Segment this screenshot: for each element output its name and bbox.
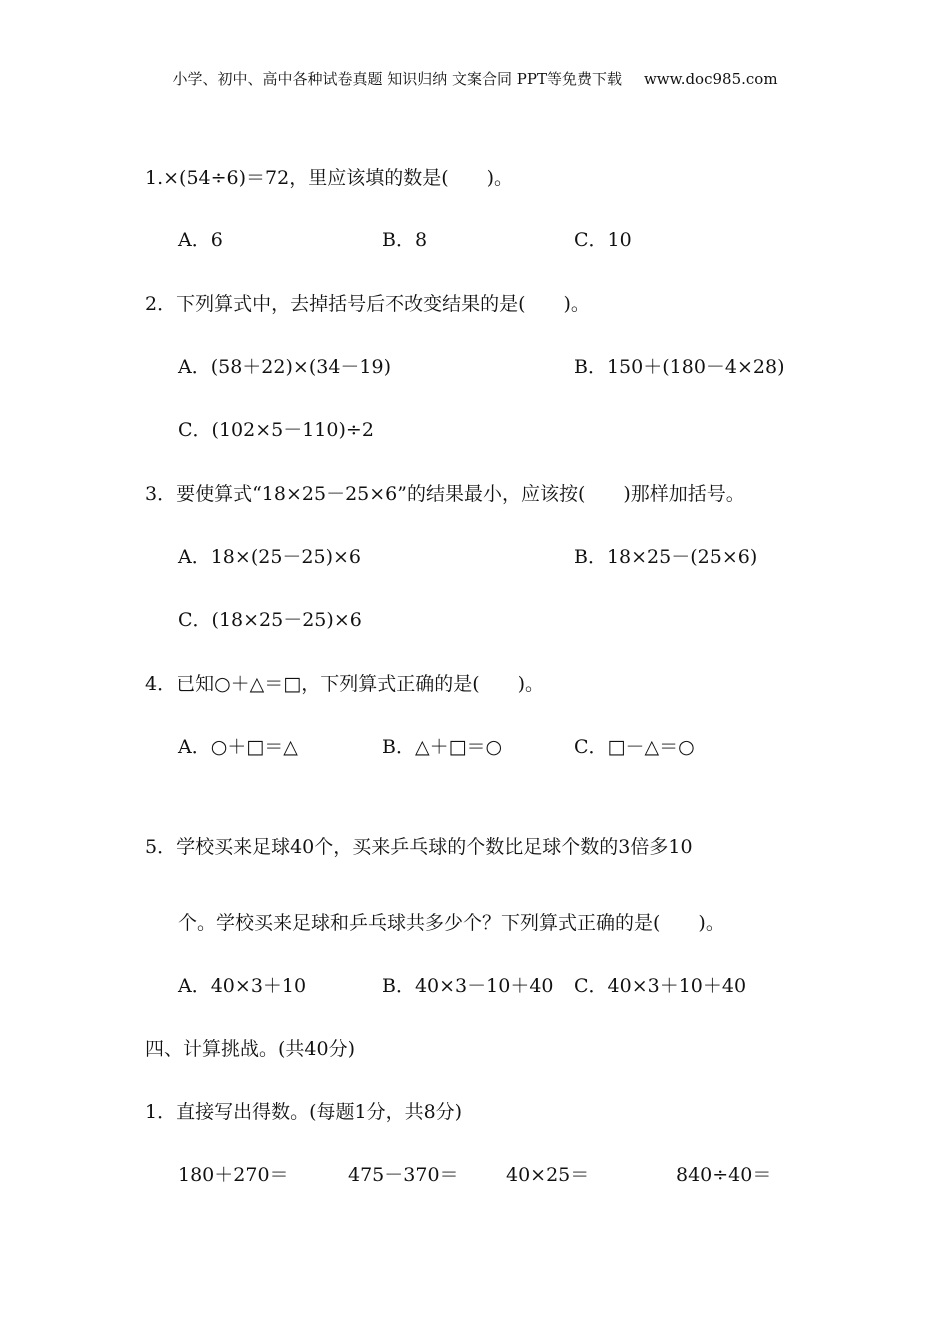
question-1-option-b: B．8 bbox=[382, 229, 428, 251]
header-site: www.doc985.com bbox=[643, 70, 778, 88]
header-tagline: 小学、初中、高中各种试卷真题 知识归纳 文案合同 PPT等免费下载 bbox=[172, 70, 622, 88]
question-4-option-c: C．□－△＝○ bbox=[574, 736, 695, 758]
question-2-stem: 2．下列算式中，去掉括号后不改变结果的是( )。 bbox=[145, 293, 590, 315]
question-5-option-b: B．40×3－10＋40 bbox=[382, 975, 554, 997]
question-5-option-a: A．40×3＋10 bbox=[178, 975, 307, 997]
question-1-stem: 1.×(54÷6)＝72，里应该填的数是( )。 bbox=[145, 167, 514, 189]
calc-problem-1: 180＋270＝ bbox=[178, 1164, 289, 1186]
question-2-option-b: B．150＋(180－4×28) bbox=[574, 356, 785, 378]
question-3-option-b: B．18×25－(25×6) bbox=[574, 546, 758, 568]
page-header bbox=[0, 68, 950, 89]
calc-problem-2: 475－370＝ bbox=[348, 1164, 459, 1186]
question-4-option-b: B．△＋□＝○ bbox=[382, 736, 503, 758]
question-4-stem: 4．已知○＋△＝□，下列算式正确的是( )。 bbox=[145, 673, 545, 695]
calc-problem-3: 40×25＝ bbox=[506, 1164, 590, 1186]
question-5-option-c: C．40×3＋10＋40 bbox=[574, 975, 747, 997]
calc-problem-4: 840÷40＝ bbox=[676, 1164, 772, 1186]
section-title: 四、计算挑战。(共40分) bbox=[145, 1038, 356, 1060]
question-1-option-c: C．10 bbox=[574, 229, 632, 251]
question-5-stem: 5．学校买来足球40个，买来乒乓球的个数比足球个数的3倍多10 bbox=[145, 836, 693, 858]
question-4-option-a: A．○＋□＝△ bbox=[178, 736, 298, 758]
question-5-stem-continued: 个。学校买来足球和乒乓球共多少个？下列算式正确的是( )。 bbox=[178, 912, 725, 934]
question-3-stem: 3．要使算式“18×25－25×6”的结果最小，应该按( )那样加括号。 bbox=[145, 483, 745, 505]
question-3-option-a: A．18×(25－25)×6 bbox=[178, 546, 362, 568]
section-subtitle: 1．直接写出得数。(每题1分，共8分) bbox=[145, 1101, 463, 1123]
question-2-option-c: C．(102×5－110)÷2 bbox=[178, 419, 374, 441]
question-3-option-c: C．(18×25－25)×6 bbox=[178, 609, 362, 631]
question-2-option-a: A．(58＋22)×(34－19) bbox=[178, 356, 391, 378]
question-1-option-a: A．6 bbox=[178, 229, 223, 251]
